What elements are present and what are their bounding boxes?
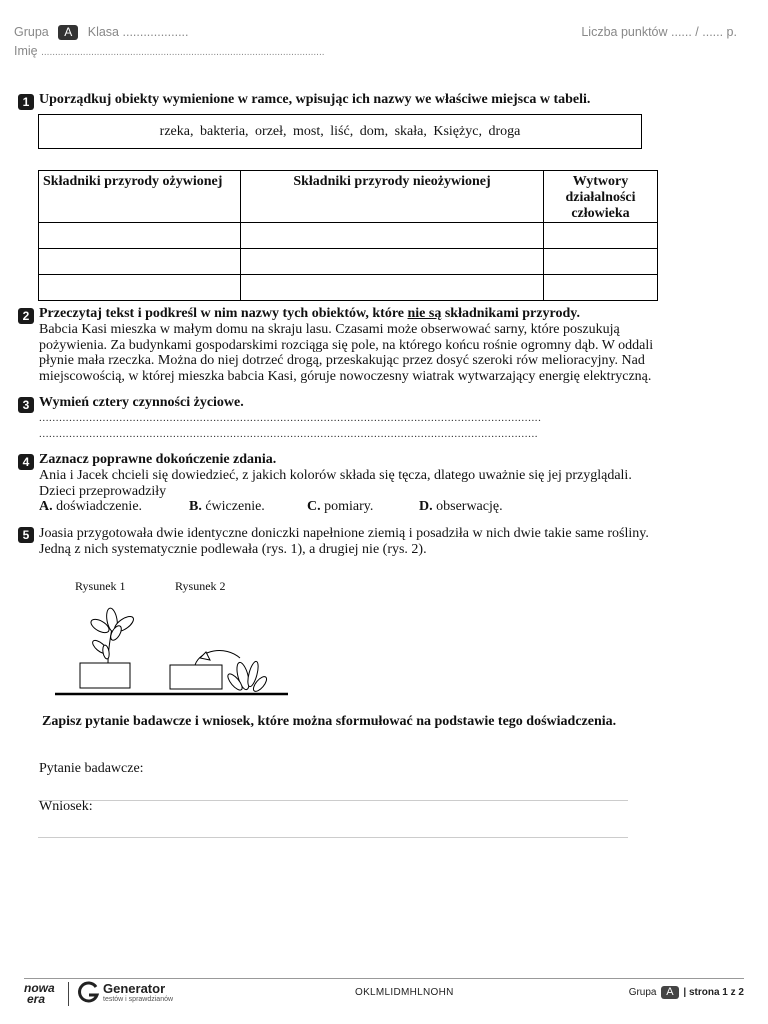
figure-1-label: Rysunek 1 [75,579,126,593]
research-question-answer-line[interactable] [38,800,628,801]
document-code: OKLMLIDMHLNOHN [355,987,454,998]
pot-2 [170,665,222,689]
pot-1 [80,663,130,688]
class-blank: ................... [122,25,189,39]
answer-dots-line[interactable]: ...................................................................................................................................................... [39,412,542,424]
word-box: rzeka, bakteria, orzeł, most, liść, dom, skała, Księżyc, droga [38,114,642,149]
figure-2-label: Rysunek 2 [175,579,226,593]
option-text: ćwiczenie. [205,499,265,514]
generator-subtitle: testów i sprawdzianów [103,996,174,1003]
question-4-prompt: Dzieci przeprowadziły [39,484,167,499]
footer-page-info [629,986,744,999]
generator-logo-icon [76,981,100,1005]
footer-group-label: Grupa [628,987,657,998]
option-letter: B. [189,499,202,514]
group-label: Grupa [14,25,49,39]
generator-title: Generator [103,981,166,996]
question-2-title-start: Przeczytaj tekst i podkreśl w nim nazwy tych obiektów, które [39,306,408,321]
name-row [14,44,325,58]
question-2-title-end: składnikami przyrody. [441,306,580,321]
table-cell[interactable] [39,223,241,249]
option-c[interactable] [307,499,373,515]
question-3-title: Wymień cztery czynności życiowe. [39,395,244,410]
table-cell[interactable] [544,275,658,301]
option-letter: C. [307,499,321,514]
question-2-title-underlined: nie są [407,306,442,321]
question-4-number: 4 [18,454,34,470]
points-label: Liczba punktów ...... / ...... p. [581,25,737,39]
nowa-era-logo [24,983,64,1005]
table-cell[interactable] [241,249,544,275]
logo-nowa: nowa [24,981,55,995]
option-a[interactable] [39,499,142,515]
option-text: obserwację. [436,499,503,514]
group-badge: A [58,25,78,40]
question-4-sentence: Ania i Jacek chcieli się dowiedzieć, z jakich kolorów składa się tęcza, dlatego uważnie się jej przyglądali. [39,468,632,483]
option-text: doświadczenie. [56,499,143,514]
footer-divider [24,978,744,979]
column-header-living: Składniki przyrody ożywionej [39,171,241,223]
footer-group-badge: A [661,986,678,999]
table-cell[interactable] [544,249,658,275]
answer-dots-line[interactable]: ..................................................................................................................................................... [39,428,539,440]
option-b[interactable] [189,499,265,515]
table-cell[interactable] [241,223,544,249]
question-5-line-1: Joasia przygotowała dwie identyczne doniczki napełnione ziemią i posadziła w nich dwie takie same rośliny. [39,526,649,541]
table-cell[interactable] [39,249,241,275]
conclusion-answer-line[interactable] [38,837,628,838]
question-2-title [39,306,580,322]
healthy-plant-icon [89,607,136,663]
question-2-text[interactable]: Babcia Kasi mieszka w małym domu na skraju lasu. Czasami może obserwować sarny, które poszukują pożywienia. Za budynkami gospodarskimi rozciąga się pole, na którego końcu rośnie ogromny dąb. W oddali płynie mała rzeczka. Można do niej dotrzeć drogą, przeskakując przez dosyć szeroki rów melioracyjny. Nad miejscowością, w której mieszka babcia Kasi, góruje nowoczesny wiatrak wytwarzający energię elektryczną. [39,322,654,384]
logo-era: era [27,992,46,1006]
name-blank: ...................................................................................................... [41,47,325,58]
class-label: Klasa [87,25,120,39]
question-3-number: 3 [18,397,34,413]
table-cell[interactable] [544,223,658,249]
option-text: pomiary. [324,499,374,514]
column-header-nonliving: Składniki przyrody nieożywionej [241,171,544,223]
question-2-number: 2 [18,308,34,324]
question-4-title: Zaznacz poprawne dokończenie zdania. [39,452,277,467]
experiment-illustration [50,600,300,700]
question-5-number: 5 [18,527,34,543]
column-header-human-made: Wytwory działalności człowieka [544,171,658,223]
page-number: | strona 1 z 2 [683,987,744,998]
question-1-number: 1 [18,94,34,110]
classification-table [38,170,658,301]
name-label: Imię [14,44,38,58]
question-1-title: Uporządkuj obiekty wymienione w ramce, wpisując ich nazwy we właściwe miejsca w tabeli. [39,92,591,107]
table-cell[interactable] [39,275,241,301]
logo-separator [68,982,69,1006]
question-5-instruction: Zapisz pytanie badawcze i wniosek, które można sformułować na podstawie tego doświadczenia. [42,714,617,729]
option-d[interactable] [419,499,503,515]
option-letter: A. [39,499,53,514]
option-letter: D. [419,499,433,514]
header-group [14,25,189,40]
question-5-line-2: Jedną z nich systematycznie podlewała (rys. 1), a drugiej nie (rys. 2). [39,542,427,557]
research-question-label: Pytanie badawcze: [39,761,144,776]
table-cell[interactable] [241,275,544,301]
conclusion-label: Wniosek: [39,799,93,814]
